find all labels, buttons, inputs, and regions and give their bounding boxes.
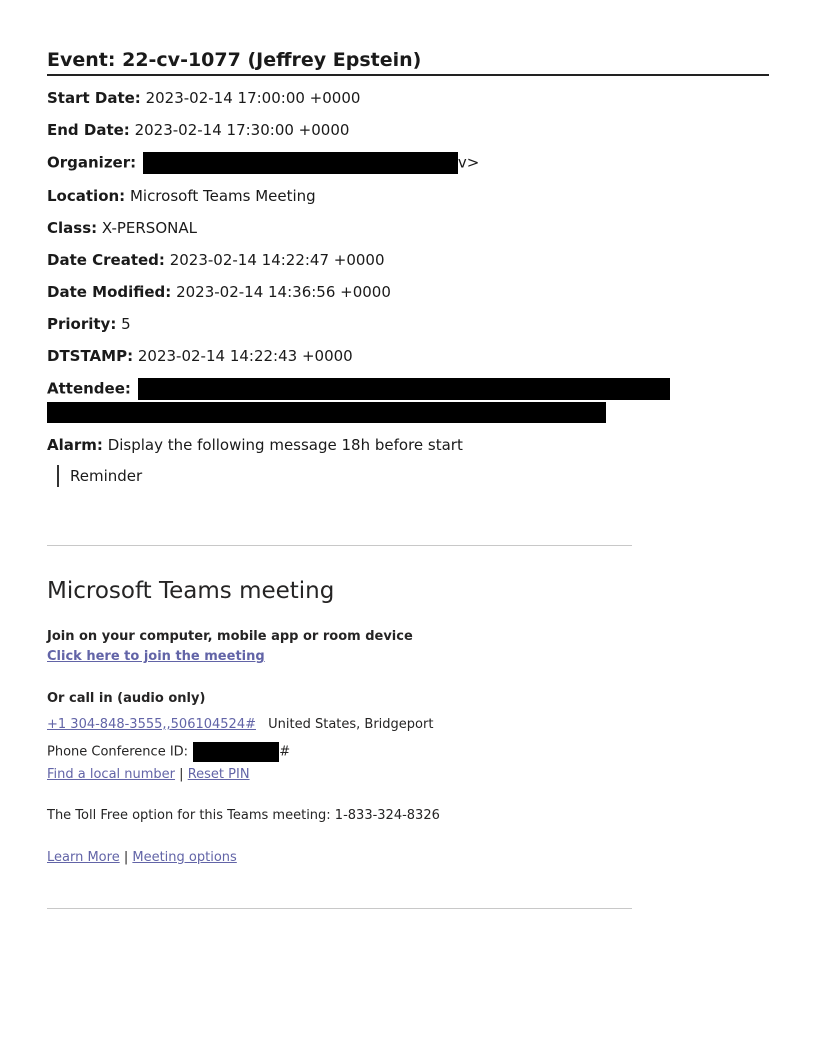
reminder-quote: Reminder [57, 465, 769, 487]
organizer-value: v> [457, 153, 480, 172]
link-separator: | [179, 767, 184, 782]
attendee-redaction-2 [47, 402, 606, 423]
find-local-number-link[interactable]: Find a local number [47, 767, 176, 782]
event-title-value: 22-cv-1077 (Jeffrey Epstein) [122, 49, 422, 71]
attendee-field: Attendee: [47, 378, 769, 423]
divider-bottom [47, 908, 632, 909]
organizer-field: Organizer: v> [47, 152, 769, 174]
meeting-options-link[interactable]: Meeting options [132, 850, 237, 865]
call-in-heading: Or call in (audio only) [47, 691, 206, 706]
local-number-row [47, 766, 747, 784]
priority-field: Priority: 5 [47, 315, 131, 333]
class-field: Class: X-PERSONAL [47, 219, 197, 237]
teams-meeting-section [47, 628, 747, 867]
teams-meeting-title: Microsoft Teams meeting [47, 578, 335, 604]
start-date-field: Start Date: 2023-02-14 17:00:00 +0000 [47, 89, 361, 107]
conference-id-suffix: # [279, 744, 291, 760]
toll-free-text: The Toll Free option for this Teams meeting: 1-833-324-8326 [47, 808, 440, 823]
learn-more-link[interactable]: Learn More [47, 850, 120, 865]
phone-location: United States, Bridgeport [268, 717, 434, 732]
join-meeting-link[interactable]: Click here to join the meeting [47, 649, 265, 664]
footer-links-row [47, 849, 747, 867]
event-details [47, 46, 769, 487]
phone-number-link[interactable]: +1 304-848-3555,,506104524# [47, 717, 256, 732]
event-title-label: Event: [47, 49, 116, 71]
footer-link-separator: | [123, 850, 129, 865]
organizer-redaction [143, 152, 458, 174]
date-created-field: Date Created: 2023-02-14 14:22:47 +0000 [47, 251, 385, 269]
divider-top [47, 545, 632, 546]
join-heading: Join on your computer, mobile app or room device [47, 629, 413, 644]
end-date-field: End Date: 2023-02-14 17:30:00 +0000 [47, 121, 350, 139]
alarm-field: Alarm: Display the following message 18h before start [47, 436, 463, 454]
reset-pin-link[interactable]: Reset PIN [187, 767, 250, 782]
date-modified-field: Date Modified: 2023-02-14 14:36:56 +0000 [47, 283, 391, 301]
attendee-redaction-1 [138, 378, 670, 400]
conference-id-row [47, 742, 747, 762]
conference-id-label: Phone Conference ID: [47, 744, 189, 760]
dtstamp-field: DTSTAMP: 2023-02-14 14:22:43 +0000 [47, 347, 353, 365]
event-title [47, 46, 769, 76]
location-field: Location: Microsoft Teams Meeting [47, 187, 316, 205]
phone-row [47, 716, 747, 734]
conference-id-redaction [193, 742, 279, 762]
